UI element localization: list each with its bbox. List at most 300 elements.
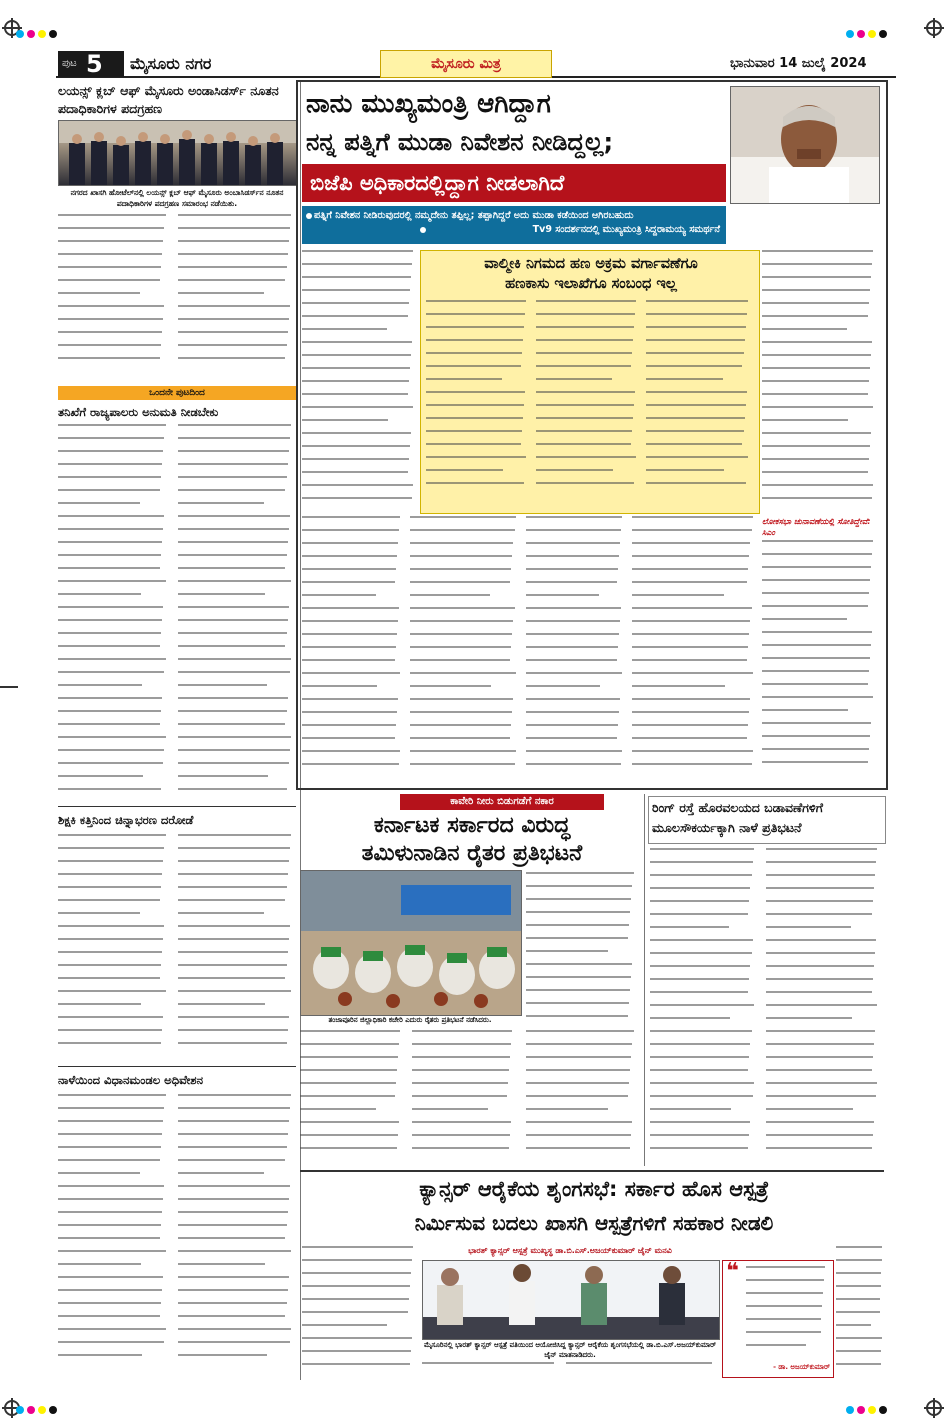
- text-line: [526, 1069, 630, 1071]
- text-line: [178, 528, 289, 530]
- text-line: [526, 763, 621, 765]
- text-line: [302, 750, 400, 752]
- governor-headline: ತನಿಖೆಗೆ ರಾಜ್ಯಪಾಲರು ಅನುಮತಿ ನೀಡಬೇಕು: [58, 405, 219, 419]
- text-line: [836, 1272, 881, 1274]
- text-line: [410, 646, 511, 648]
- text-line: [836, 1337, 882, 1339]
- page-number: 5: [86, 50, 103, 78]
- text-line: [58, 554, 161, 556]
- text-line: [300, 1056, 398, 1058]
- text-line: [58, 463, 162, 465]
- siddaramaiah-portrait: [731, 87, 879, 203]
- text-line: [762, 276, 871, 278]
- text-line: [412, 1147, 509, 1149]
- text-line: [58, 1003, 141, 1005]
- text-line: [412, 1134, 510, 1136]
- text-line: [58, 502, 140, 504]
- cauvery-kicker-bar: [400, 794, 604, 810]
- lead-bullet-mark-1: [306, 213, 312, 219]
- text-line: [410, 763, 515, 765]
- text-line: [178, 502, 264, 504]
- text-line: [58, 331, 162, 333]
- text-line: [302, 445, 410, 447]
- lead-body-col6: [762, 250, 878, 512]
- lead-headline-banner: [302, 164, 726, 202]
- text-line: [526, 542, 620, 544]
- text-line: [526, 659, 617, 661]
- text-line: [178, 671, 290, 673]
- text-line: [58, 619, 162, 621]
- text-line: [646, 365, 742, 367]
- text-line: [766, 1030, 875, 1032]
- text-line: [646, 469, 724, 471]
- text-line: [646, 378, 723, 380]
- text-line: [178, 964, 287, 966]
- text-line: [302, 555, 397, 557]
- page-label: ಪುಟ: [62, 58, 77, 69]
- text-line: [178, 292, 264, 294]
- color-dots-bottom-right: [846, 1406, 887, 1414]
- text-line: [526, 750, 622, 752]
- text-line: [632, 659, 747, 661]
- text-line: [536, 404, 634, 406]
- text-line: [762, 419, 848, 421]
- text-line: [762, 657, 870, 659]
- text-line: [300, 1030, 400, 1032]
- lead-headline-line1: ನಾನು ಮುಖ್ಯಮಂತ್ರಿ ಆಗಿದ್ದಾಗ: [306, 89, 551, 119]
- text-line: [426, 300, 526, 302]
- valmiki-headline-line1: ವಾಲ್ಮೀಕಿ ನಿಗಮದ ಹಣ ಅಕ್ರಮ ವರ್ಗಾವಣೆಗೂ: [484, 256, 698, 272]
- text-line: [766, 939, 876, 941]
- text-line: [650, 952, 752, 954]
- text-line: [178, 424, 291, 426]
- text-line: [178, 580, 291, 582]
- text-line: [302, 763, 399, 765]
- text-line: [410, 568, 511, 570]
- text-line: [58, 1328, 166, 1330]
- text-line: [58, 515, 164, 517]
- text-line: [300, 1147, 397, 1149]
- text-line: [58, 1341, 164, 1343]
- text-line: [650, 1134, 749, 1136]
- text-line: [536, 378, 612, 380]
- text-line: [58, 1172, 140, 1174]
- text-line: [526, 950, 608, 952]
- text-line: [646, 404, 746, 406]
- text-line: [58, 344, 161, 346]
- text-line: [178, 736, 291, 738]
- text-line: [300, 1095, 395, 1097]
- color-dots-top-right: [846, 30, 887, 38]
- text-line: [536, 391, 635, 393]
- text-line: [178, 554, 287, 556]
- governor-body-col2: [178, 424, 296, 802]
- text-line: [302, 380, 409, 382]
- text-line: [526, 724, 618, 726]
- text-line: [426, 313, 525, 315]
- text-line: [302, 581, 395, 583]
- text-line: [632, 672, 753, 674]
- text-line: [178, 240, 289, 242]
- text-line: [536, 313, 635, 315]
- text-line: [412, 1095, 507, 1097]
- text-line: [58, 1289, 162, 1291]
- text-line: [58, 1016, 163, 1018]
- text-line: [762, 605, 868, 607]
- text-line: [178, 1185, 290, 1187]
- text-line: [178, 476, 287, 478]
- lead-body-col4: [526, 516, 626, 780]
- text-line: [178, 318, 289, 320]
- text-line: [300, 1069, 397, 1071]
- text-line: [632, 724, 748, 726]
- text-line: [632, 568, 748, 570]
- text-line: [762, 566, 871, 568]
- text-line: [762, 484, 873, 486]
- text-line: [646, 456, 748, 458]
- text-line: [302, 1350, 411, 1352]
- text-line: [526, 911, 630, 913]
- lead-bullet-1: ಪತ್ನಿಗೆ ನಿವೇಶನ ನೀಡಿರುವುದರಲ್ಲಿ ನಮ್ಮದೇನು ತಪ್ಪಿಲ್ಲ; ತಪ್ಪಾಗಿದ್ದರೆ ಅದು ಮುಡಾ ಕಡೆಯಿಂದ ಆಗಿರಬಹುದು: [314, 210, 634, 221]
- text-line: [302, 724, 396, 726]
- text-line: [650, 1017, 730, 1019]
- text-line: [302, 367, 410, 369]
- text-line: [650, 1147, 748, 1149]
- text-line: [58, 1237, 160, 1239]
- text-line: [58, 658, 166, 660]
- section-title: ಮೈಸೂರು ನಗರ: [130, 54, 212, 73]
- text-line: [178, 463, 288, 465]
- text-line: [746, 1331, 821, 1333]
- text-line: [178, 1042, 287, 1044]
- issue-date: ಭಾನುವಾರ 14 ಜುಲೈ 2024: [730, 56, 867, 71]
- lead-body-col3: [410, 516, 520, 780]
- text-line: [178, 1094, 291, 1096]
- cauvery-protest-scene: [301, 871, 521, 1015]
- text-line: [762, 250, 873, 252]
- text-line: [302, 484, 413, 486]
- lead-body-col1: [302, 250, 418, 510]
- color-dots-top-left: [16, 30, 57, 38]
- text-line: [762, 445, 870, 447]
- text-line: [178, 951, 288, 953]
- text-line: [526, 937, 628, 939]
- text-line: [762, 748, 869, 750]
- text-line: [178, 1211, 288, 1213]
- text-line: [766, 1095, 876, 1097]
- text-line: [178, 788, 287, 790]
- text-line: [178, 775, 268, 777]
- text-line: [58, 1315, 160, 1317]
- text-line: [762, 644, 871, 646]
- text-line: [632, 620, 750, 622]
- text-line: [302, 263, 412, 265]
- text-line: [632, 737, 747, 739]
- text-line: [762, 341, 872, 343]
- text-line: [178, 214, 291, 216]
- text-line: [836, 1298, 880, 1300]
- text-line: [302, 1246, 413, 1248]
- text-line: [632, 763, 752, 765]
- cancer-subhead: ಭಾರತ್ ಕ್ಯಾನ್ಸರ್ ಆಸ್ಪತ್ರೆ ಮುಖ್ಯಸ್ಥ ಡಾ.ಬಿ.ಎಸ್.ಅಜಯ್‌ಕುಮಾರ್ ಜೈನ್ ಮನವಿ: [468, 1246, 672, 1255]
- text-line: [58, 1133, 162, 1135]
- text-line: [650, 939, 753, 941]
- lead-headline-line2: ನನ್ನ ಪತ್ನಿಗೆ ಮುಡಾ ನಿವೇಶನ ನೀಡಿದ್ದಲ್ಲ;: [306, 128, 614, 156]
- text-line: [762, 367, 870, 369]
- lead-headline-line3: ಬಿಜೆಪಿ ಅಧಿಕಾರದಲ್ಲಿದ್ದಾಗ ನೀಡಲಾಗಿದೆ: [310, 171, 565, 195]
- margin-tick: [0, 686, 18, 688]
- text-line: [650, 1108, 731, 1110]
- text-line: [58, 1354, 142, 1356]
- text-line: [526, 555, 619, 557]
- lions-club-photo: [58, 120, 298, 186]
- text-line: [762, 735, 870, 737]
- text-line: [836, 1350, 881, 1352]
- text-line: [58, 528, 163, 530]
- text-line: [58, 1198, 163, 1200]
- text-line: [526, 924, 629, 926]
- lead-body-col5: [632, 516, 758, 780]
- page-number-block: [58, 51, 124, 77]
- lead-bullets-bar: [302, 206, 726, 244]
- text-line: [178, 515, 290, 517]
- text-line: [58, 253, 162, 255]
- text-line: [526, 711, 619, 713]
- text-line: [646, 391, 747, 393]
- text-line: [302, 659, 395, 661]
- text-line: [178, 1354, 267, 1356]
- text-line: [650, 1056, 749, 1058]
- text-line: [302, 646, 396, 648]
- text-line: [766, 848, 877, 850]
- text-line: [762, 302, 869, 304]
- text-line: [426, 378, 502, 380]
- text-line: [650, 887, 750, 889]
- text-line: [526, 976, 631, 978]
- text-line: [58, 357, 160, 359]
- governor-body-col1: [58, 424, 170, 802]
- text-line: [650, 1069, 748, 1071]
- text-line: [646, 430, 744, 432]
- text-line: [58, 1146, 161, 1148]
- ring-road-headline-line1: ರಿಂಗ್ ರಸ್ತೆ ಹೊರವಲಯದ ಬಡಾವಣೆಗಳಿಗೆ: [652, 800, 823, 815]
- lead-body-col2: [302, 516, 404, 780]
- text-line: [412, 1056, 510, 1058]
- text-line: [762, 380, 869, 382]
- text-line: [746, 1305, 822, 1307]
- text-line: [632, 529, 752, 531]
- text-line: [58, 710, 161, 712]
- cauvery-body-col3: [526, 1030, 638, 1168]
- text-line: [178, 977, 285, 979]
- valmiki-body-col1: [426, 300, 530, 506]
- text-line: [646, 300, 748, 302]
- text-line: [762, 670, 869, 672]
- text-line: [302, 568, 396, 570]
- cancer-quote-mark: ❝: [726, 1259, 739, 1284]
- text-line: [302, 633, 397, 635]
- text-line: [178, 450, 289, 452]
- text-line: [58, 1211, 162, 1213]
- cancer-summit-scene: [423, 1261, 719, 1339]
- cauvery-headline-line1: ಕರ್ನಾಟಕ ಸರ್ಕಾರದ ವಿರುದ್ಧ: [373, 813, 571, 838]
- text-line: [650, 900, 749, 902]
- text-line: [58, 788, 161, 790]
- text-line: [302, 354, 411, 356]
- text-line: [178, 873, 288, 875]
- text-line: [58, 567, 160, 569]
- text-line: [178, 1341, 290, 1343]
- text-line: [632, 711, 749, 713]
- text-line: [632, 581, 747, 583]
- text-line: [302, 1363, 410, 1365]
- text-line: [526, 685, 600, 687]
- text-line: [766, 1134, 873, 1136]
- text-line: [766, 1069, 872, 1071]
- cauvery-protest-photo: [300, 870, 522, 1016]
- text-line: [762, 709, 848, 711]
- cauvery-body-col2: [412, 1030, 516, 1168]
- text-line: [178, 357, 285, 359]
- text-line: [746, 1266, 825, 1268]
- text-line: [302, 1298, 409, 1300]
- text-line: [302, 250, 413, 252]
- text-line: [58, 684, 142, 686]
- text-line: [766, 952, 875, 954]
- text-line: [536, 352, 632, 354]
- assembly-body-col2: [178, 1094, 296, 1376]
- text-line: [58, 214, 166, 216]
- text-line: [178, 938, 289, 940]
- text-line: [302, 620, 398, 622]
- text-line: [302, 685, 377, 687]
- cancer-quote-text: [746, 1266, 828, 1362]
- lead-bullet-mark-2: [420, 227, 426, 233]
- text-line: [178, 1289, 288, 1291]
- text-line: [58, 1250, 166, 1252]
- text-line: [300, 1043, 399, 1045]
- text-line: [650, 1004, 754, 1006]
- cancer-headline-line2: ನಿರ್ಮಿಸುವ ಬದಲು ಖಾಸಗಿ ಆಸ್ಪತ್ರೆಗಳಿಗೆ ಸಹಕಾರ ನೀಡಲಿ: [414, 1211, 774, 1235]
- text-line: [178, 227, 290, 229]
- text-line: [58, 580, 166, 582]
- text-line: [766, 1004, 877, 1006]
- text-line: [766, 887, 874, 889]
- text-line: [412, 1121, 511, 1123]
- text-line: [536, 326, 634, 328]
- text-line: [178, 1237, 285, 1239]
- text-line: [410, 724, 511, 726]
- text-line: [526, 1121, 632, 1123]
- text-line: [178, 1159, 285, 1161]
- text-line: [58, 450, 163, 452]
- text-line: [526, 581, 617, 583]
- text-line: [566, 1362, 712, 1364]
- text-line: [526, 737, 617, 739]
- text-line: [302, 1285, 410, 1287]
- text-line: [58, 632, 161, 634]
- valmiki-body-col3: [646, 300, 752, 506]
- text-line: [426, 365, 521, 367]
- text-line: [58, 899, 160, 901]
- text-line: [302, 289, 410, 291]
- teacher-robbery-body-col1: [58, 834, 170, 1062]
- text-line: [766, 1108, 853, 1110]
- text-line: [410, 516, 516, 518]
- text-line: [526, 1043, 632, 1045]
- text-line: [58, 990, 166, 992]
- text-line: [178, 1133, 288, 1135]
- text-line: [178, 834, 291, 836]
- text-line: [526, 1134, 631, 1136]
- text-line: [58, 925, 164, 927]
- text-line: [302, 432, 411, 434]
- text-line: [766, 874, 875, 876]
- text-line: [766, 1082, 877, 1084]
- text-line: [536, 482, 634, 484]
- text-line: [762, 497, 872, 499]
- continued-band: [58, 386, 296, 400]
- text-line: [632, 594, 724, 596]
- text-line: [650, 965, 750, 967]
- text-line: [178, 762, 289, 764]
- text-line: [178, 253, 288, 255]
- text-line: [302, 711, 397, 713]
- text-line: [762, 458, 869, 460]
- text-line: [426, 404, 524, 406]
- lions-club-caption: ನಗರದ ಖಾಸಗಿ ಹೋಟೆಲ್‌ನಲ್ಲಿ ಲಯನ್ಸ್ ಕ್ಲಬ್ ಆಫ್ ಮೈಸೂರು ಅಂಬಾಸಿಡರ್ಸ್‌ನ ನೂತನ ಪದಾಧಿಕಾರಿಗಳ ಪದಗ್ರಹಣ ಸಮಾರಂಭ ನಡೆಯಿತು.: [70, 188, 284, 208]
- text-line: [766, 1056, 873, 1058]
- column-rule-mid: [644, 794, 645, 1166]
- text-line: [762, 618, 847, 620]
- text-line: [58, 305, 164, 307]
- cancer-subhead-bar: [422, 1244, 718, 1258]
- text-line: [536, 443, 631, 445]
- text-line: [178, 266, 287, 268]
- text-line: [410, 672, 516, 674]
- text-line: [178, 723, 285, 725]
- text-line: [646, 313, 747, 315]
- text-line: [302, 516, 400, 518]
- text-line: [58, 697, 162, 699]
- text-line: [762, 263, 872, 265]
- text-line: [58, 606, 163, 608]
- text-line: [836, 1311, 880, 1313]
- cancer-top-rule: [300, 1170, 884, 1172]
- text-line: [178, 1003, 265, 1005]
- text-line: [58, 736, 166, 738]
- text-line: [646, 417, 745, 419]
- cancer-quote-author: - ಡಾ. ಅಜಯ್‌ಕುಮಾರ್: [773, 1363, 830, 1371]
- text-line: [526, 698, 620, 700]
- text-line: [762, 354, 871, 356]
- text-line: [526, 885, 632, 887]
- text-line: [526, 607, 621, 609]
- text-line: [632, 698, 750, 700]
- lions-club-photo-people: [59, 121, 297, 185]
- text-line: [58, 912, 140, 914]
- text-line: [302, 302, 409, 304]
- text-line: [746, 1292, 823, 1294]
- text-line: [178, 1172, 264, 1174]
- text-line: [58, 1185, 164, 1187]
- text-line: [178, 684, 267, 686]
- text-line: [58, 1159, 160, 1161]
- text-line: [536, 365, 631, 367]
- text-line: [410, 698, 513, 700]
- lions-club-body-col2: [178, 214, 296, 382]
- teacher-robbery-headline: ಶಿಕ್ಷಕಿ ಕತ್ತಿನಿಂದ ಚಿನ್ನಾಭರಣ ದರೋಡೆ: [58, 813, 194, 827]
